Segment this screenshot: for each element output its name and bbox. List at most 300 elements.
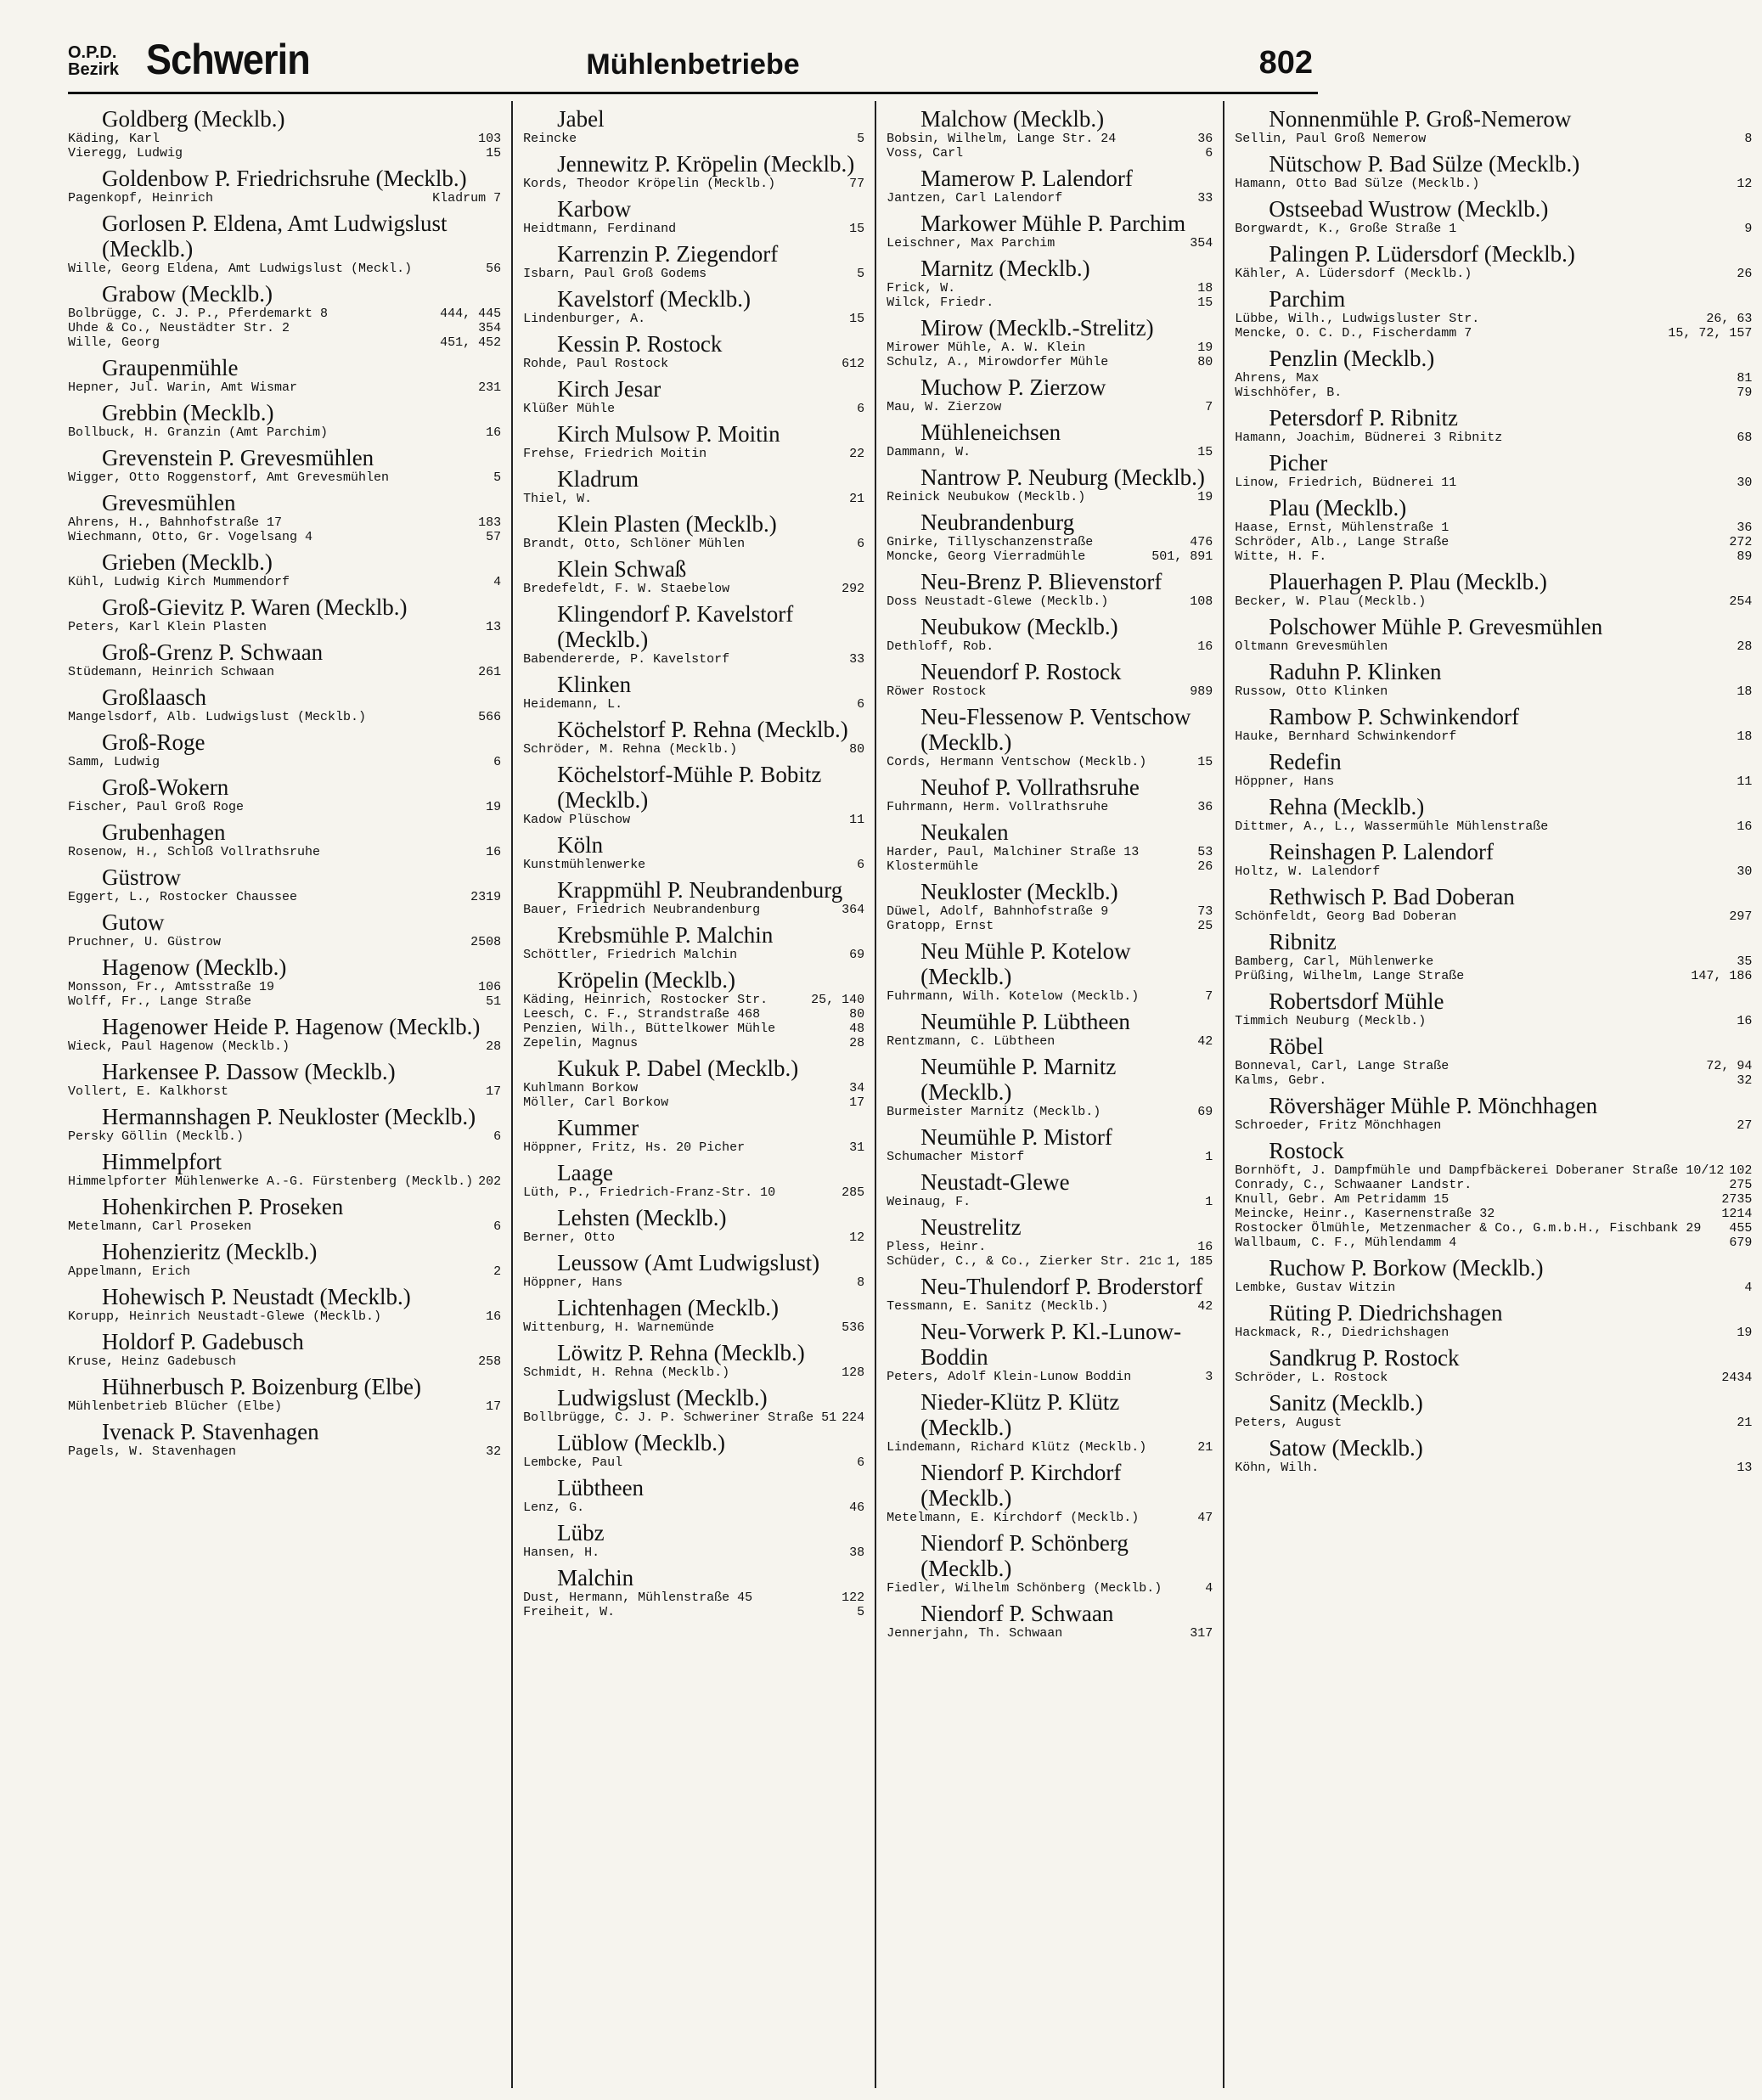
listing-number: 28 xyxy=(849,1036,865,1050)
place-entry xyxy=(68,1419,501,1459)
place-entry xyxy=(887,938,1213,1004)
listing-number: 102 xyxy=(1729,1163,1753,1178)
listing-name: Peters, August xyxy=(1235,1416,1343,1430)
place-entry xyxy=(68,729,501,769)
listing-number: 275 xyxy=(1729,1178,1753,1192)
listing-row xyxy=(68,665,501,679)
listing-name: Düwel, Adolf, Bahnhofstraße 9 xyxy=(887,904,1109,919)
place-name: Neu-Brenz P. Blievenstorf xyxy=(920,569,1162,594)
listing-number: 261 xyxy=(478,665,502,679)
listing-number: 42 xyxy=(1197,1034,1213,1049)
listing-number: 38 xyxy=(849,1545,865,1560)
listing-name: Eggert, L., Rostocker Chaussee xyxy=(68,890,298,904)
listing-row xyxy=(1235,1118,1752,1133)
place-entry xyxy=(1235,1390,1752,1430)
listing-number: 297 xyxy=(1729,909,1753,924)
place-name: Ribnitz xyxy=(1269,929,1337,954)
listing-number: 42 xyxy=(1197,1299,1213,1314)
place-name: Groß-Wokern xyxy=(102,774,229,800)
place-name: Malchow (Mecklb.) xyxy=(920,106,1105,132)
listing-name: Wieck, Paul Hagenow (Mecklb.) xyxy=(68,1039,290,1054)
place-name: Neuhof P. Vollrathsruhe xyxy=(920,774,1140,800)
listing-row xyxy=(887,1626,1213,1641)
listing-name: Hamann, Joachim, Büdnerei 3 Ribnitz xyxy=(1235,431,1503,445)
place-entry xyxy=(887,464,1213,504)
listing-name: Bredefeldt, F. W. Staebelow xyxy=(523,582,730,596)
listing-name: Hansen, H. xyxy=(523,1545,600,1560)
place-name: Köln xyxy=(557,832,604,858)
listing-number: 11 xyxy=(1737,774,1753,789)
listing-name: Kähler, A. Lüdersdorf (Mecklb.) xyxy=(1235,267,1472,281)
place-entry xyxy=(523,762,864,827)
listing-name: Hamann, Otto Bad Sülze (Mecklb.) xyxy=(1235,177,1480,191)
listing-number: 46 xyxy=(849,1500,865,1515)
listing-row xyxy=(68,575,501,589)
place-entry xyxy=(68,819,501,859)
listing-row xyxy=(887,1299,1213,1314)
listing-name: Mühlenbetrieb Blücher (Elbe) xyxy=(68,1399,283,1414)
place-entry xyxy=(1235,884,1752,924)
place-entry xyxy=(887,1274,1213,1314)
place-entry xyxy=(68,954,501,1009)
listing-name: Cords, Hermann Ventschow (Mecklb.) xyxy=(887,755,1147,769)
place-entry xyxy=(1235,794,1752,834)
listing-row xyxy=(523,993,864,1007)
place-name: Himmelpfort xyxy=(102,1149,222,1174)
place-entry xyxy=(1235,569,1752,609)
place-name: Kirch Mulsow P. Moitin xyxy=(557,421,780,447)
listing-number: 501, 891 xyxy=(1151,549,1213,564)
listing-name: Penzien, Wilh., Büttelkower Mühle xyxy=(523,1022,776,1036)
place-entry xyxy=(887,1530,1213,1596)
place-entry xyxy=(523,1340,864,1380)
listing-row xyxy=(1235,535,1752,549)
place-name: Mirow (Mecklb.-Strelitz) xyxy=(920,315,1154,341)
place-name: Nieder-Klütz P. Klütz (Mecklb.) xyxy=(920,1389,1120,1440)
place-entry xyxy=(523,106,864,146)
listing-number: 6 xyxy=(493,1129,502,1144)
listing-number: 4 xyxy=(1744,1281,1753,1295)
listing-name: Oltmann Grevesmühlen xyxy=(1235,639,1388,654)
listing-number: 292 xyxy=(842,582,865,596)
place-entry xyxy=(1235,749,1752,789)
listing-name: Brandt, Otto, Schlöner Mühlen xyxy=(523,537,746,551)
listing-row xyxy=(68,470,501,485)
listing-number: 12 xyxy=(1737,177,1753,191)
listing-name: Monsson, Fr., Amtsstraße 19 xyxy=(68,980,275,994)
listing-row xyxy=(1235,1163,1752,1178)
listing-row xyxy=(887,236,1213,251)
listing-name: Voss, Carl xyxy=(887,146,964,160)
listing-number: 35 xyxy=(1737,954,1753,969)
place-name: Hohenkirchen P. Proseken xyxy=(102,1194,344,1219)
listing-row xyxy=(887,1254,1213,1269)
listing-number: 16 xyxy=(486,1309,502,1324)
listing-row xyxy=(887,445,1213,459)
listing-number: 68 xyxy=(1737,431,1753,445)
listing-row xyxy=(523,582,864,596)
listing-row xyxy=(1235,177,1752,191)
listing-row xyxy=(523,1036,864,1050)
listing-row xyxy=(523,1545,864,1560)
listing-number: 8 xyxy=(1744,132,1753,146)
listing-name: Pless, Heinr. xyxy=(887,1240,987,1254)
listing-name: Schröder, L. Rostock xyxy=(1235,1371,1388,1385)
place-name: Grabow (Mecklb.) xyxy=(102,281,273,307)
listing-number: 19 xyxy=(1197,490,1213,504)
place-entry xyxy=(1235,988,1752,1028)
place-entry xyxy=(523,151,864,191)
listing-number: 15 xyxy=(1197,296,1213,310)
place-name: Grevesmühlen xyxy=(102,490,236,515)
place-entry xyxy=(68,1239,501,1279)
place-name: Mamerow P. Lalendorf xyxy=(920,166,1133,191)
listing-row xyxy=(68,335,501,350)
place-name: Neustrelitz xyxy=(920,1214,1022,1240)
listing-number: 6 xyxy=(1205,146,1213,160)
place-name: Hagenower Heide P. Hagenow (Mecklb.) xyxy=(102,1014,481,1039)
place-name: Groß-Gievitz P. Waren (Mecklb.) xyxy=(102,594,408,620)
listing-row xyxy=(68,994,501,1009)
listing-number: 364 xyxy=(842,903,865,917)
place-name: Grebbin (Mecklb.) xyxy=(102,400,274,425)
place-name: Jabel xyxy=(557,106,605,132)
listing-name: Hackmack, R., Diedrichshagen xyxy=(1235,1326,1450,1340)
listing-row xyxy=(887,755,1213,769)
listing-name: Lüth, P., Friedrich-Franz-Str. 10 xyxy=(523,1185,776,1200)
listing-number: 3 xyxy=(1205,1370,1213,1384)
listing-number: 202 xyxy=(478,1174,502,1189)
listing-number: 4 xyxy=(1205,1581,1213,1596)
listing-number: 80 xyxy=(849,742,865,757)
listing-number: 15 xyxy=(1197,755,1213,769)
place-entry xyxy=(887,774,1213,814)
listing-row xyxy=(1235,969,1752,983)
listing-row xyxy=(68,890,501,904)
place-entry xyxy=(1235,286,1752,341)
listing-row xyxy=(1235,222,1752,236)
place-name: Niendorf P. Schönberg (Mecklb.) xyxy=(920,1530,1129,1581)
listing-row xyxy=(1235,431,1752,445)
place-name: Holdorf P. Gadebusch xyxy=(102,1329,304,1354)
listing-row xyxy=(887,1440,1213,1455)
listing-name: Wille, Georg Eldena, Amt Ludwigslust (Meckl.) xyxy=(68,262,413,276)
place-entry xyxy=(1235,106,1752,146)
listing-name: Sellin, Paul Groß Nemerow xyxy=(1235,132,1427,146)
listing-row xyxy=(887,904,1213,919)
place-name: Plau (Mecklb.) xyxy=(1269,495,1407,521)
listing-row xyxy=(68,146,501,160)
place-name: Redefin xyxy=(1269,749,1342,774)
listing-row xyxy=(887,1195,1213,1209)
listing-row xyxy=(1235,819,1752,834)
listing-row xyxy=(68,710,501,724)
place-name: Laage xyxy=(557,1160,614,1185)
listing-number: 354 xyxy=(1190,236,1213,251)
listing-row xyxy=(887,1150,1213,1164)
listing-row xyxy=(887,549,1213,564)
place-entry xyxy=(523,1430,864,1470)
listing-name: Lindenburger, A. xyxy=(523,312,646,326)
listing-name: Möller, Carl Borkow xyxy=(523,1095,669,1110)
listing-number: 6 xyxy=(493,1219,502,1234)
listing-row xyxy=(1235,1236,1752,1250)
listing-row xyxy=(523,1081,864,1095)
place-entry xyxy=(523,922,864,962)
listing-number: 6 xyxy=(857,1455,865,1470)
place-name: Kummer xyxy=(557,1115,639,1140)
listing-number: 7 xyxy=(1205,400,1213,414)
listing-number: 32 xyxy=(486,1444,502,1459)
place-name: Gutow xyxy=(102,909,165,935)
listing-row xyxy=(1235,476,1752,490)
listing-number: 56 xyxy=(486,262,502,276)
listing-row xyxy=(523,1500,864,1515)
place-name: Rövershäger Mühle P. Mönchhagen xyxy=(1269,1093,1598,1118)
listing-name: Holtz, W. Lalendorf xyxy=(1235,864,1381,879)
listing-number: 15 xyxy=(849,222,865,236)
listing-row xyxy=(1235,1207,1752,1221)
listing-row xyxy=(887,535,1213,549)
place-entry xyxy=(68,549,501,589)
listing-row xyxy=(1235,521,1752,535)
listing-row xyxy=(523,652,864,667)
place-name: Ostseebad Wustrow (Mecklb.) xyxy=(1269,196,1549,222)
listing-name: Berner, Otto xyxy=(523,1230,616,1245)
place-entry xyxy=(523,241,864,281)
listing-name: Bollbuck, H. Granzin (Amt Parchim) xyxy=(68,425,329,440)
listing-number: 33 xyxy=(1197,191,1213,205)
listing-name: Wille, Georg xyxy=(68,335,160,350)
listing-row xyxy=(887,989,1213,1004)
place-name: Picher xyxy=(1269,450,1328,476)
listing-number: 12 xyxy=(849,1230,865,1245)
listing-name: Dammann, W. xyxy=(887,445,971,459)
listing-name: Leischner, Max Parchim xyxy=(887,236,1056,251)
place-entry xyxy=(887,1169,1213,1209)
listing-number: 122 xyxy=(842,1590,865,1605)
listing-row xyxy=(68,262,501,276)
listing-row xyxy=(1235,774,1752,789)
place-entry xyxy=(887,659,1213,699)
place-entry xyxy=(523,421,864,461)
listing-number: 254 xyxy=(1729,594,1753,609)
listing-number: 6 xyxy=(857,402,865,416)
listing-row xyxy=(68,980,501,994)
listing-name: Hepner, Jul. Warin, Amt Wismar xyxy=(68,380,298,395)
place-name: Klein Plasten (Mecklb.) xyxy=(557,511,777,537)
listing-name: Mangelsdorf, Alb. Ludwigslust (Mecklb.) xyxy=(68,710,367,724)
place-name: Niendorf P. Schwaan xyxy=(920,1601,1114,1626)
place-entry xyxy=(523,1385,864,1425)
listing-name: Borgwardt, K., Große Straße 1 xyxy=(1235,222,1457,236)
listing-row xyxy=(1235,1221,1752,1236)
place-name: Sanitz (Mecklb.) xyxy=(1269,1390,1423,1416)
place-entry xyxy=(887,315,1213,369)
place-entry xyxy=(68,1104,501,1144)
place-entry xyxy=(887,1009,1213,1049)
listing-row xyxy=(68,515,501,530)
place-name: Hühnerbusch P. Boizenburg (Elbe) xyxy=(102,1374,421,1399)
place-name: Kukuk P. Dabel (Mecklb.) xyxy=(557,1056,799,1081)
listing-name: Meincke, Heinr., Kasernenstraße 32 xyxy=(1235,1207,1495,1221)
listing-row xyxy=(887,1581,1213,1596)
listing-number: 455 xyxy=(1729,1221,1753,1236)
place-entry xyxy=(523,967,864,1050)
listing-row xyxy=(887,684,1213,699)
place-name: Satow (Mecklb.) xyxy=(1269,1435,1423,1461)
listing-number: 33 xyxy=(849,652,865,667)
listing-name: Kunstmühlenwerke xyxy=(523,858,646,872)
place-entry xyxy=(523,832,864,872)
listing-row xyxy=(1235,1281,1752,1295)
place-entry xyxy=(68,490,501,544)
listing-name: Timmich Neuburg (Mecklb.) xyxy=(1235,1014,1427,1028)
listing-name: Wolff, Fr., Lange Straße xyxy=(68,994,252,1009)
listing-row xyxy=(523,267,864,281)
place-name: Leussow (Amt Ludwigslust) xyxy=(557,1250,820,1275)
listing-number: 32 xyxy=(1737,1073,1753,1088)
place-name: Lehsten (Mecklb.) xyxy=(557,1205,727,1230)
listing-number: 26, 63 xyxy=(1706,312,1753,326)
listing-row xyxy=(1235,549,1752,564)
listing-number: 536 xyxy=(842,1320,865,1335)
listing-row xyxy=(523,903,864,917)
listing-number: 2434 xyxy=(1721,1371,1753,1385)
place-name: Grieben (Mecklb.) xyxy=(102,549,273,575)
listing-row xyxy=(887,355,1213,369)
place-name: Neukloster (Mecklb.) xyxy=(920,879,1118,904)
place-name: Lichtenhagen (Mecklb.) xyxy=(557,1295,779,1320)
place-entry xyxy=(68,211,501,276)
place-name: Köchelstorf P. Rehna (Mecklb.) xyxy=(557,717,848,742)
listing-row xyxy=(523,1185,864,1200)
place-entry xyxy=(68,1014,501,1054)
listing-number: 69 xyxy=(1197,1105,1213,1119)
listing-name: Schönfeldt, Georg Bad Doberan xyxy=(1235,909,1457,924)
listing-number: 106 xyxy=(478,980,502,994)
listing-number: 47 xyxy=(1197,1511,1213,1525)
listing-number: 19 xyxy=(486,800,502,814)
listing-row xyxy=(887,639,1213,654)
place-name: Markower Mühle P. Parchim xyxy=(920,211,1186,236)
listing-number: 11 xyxy=(849,813,865,827)
place-entry xyxy=(68,281,501,350)
place-entry xyxy=(68,639,501,679)
listing-number: 57 xyxy=(486,530,502,544)
place-entry xyxy=(1235,929,1752,983)
listing-name: Lübbe, Wilh., Ludwigsluster Str. xyxy=(1235,312,1480,326)
page-number: 802 xyxy=(1258,45,1313,81)
listing-number: 2508 xyxy=(470,935,502,949)
place-entry xyxy=(1235,1345,1752,1385)
listing-name: Schröder, Alb., Lange Straße xyxy=(1235,535,1450,549)
place-entry xyxy=(1235,151,1752,191)
listing-number: 16 xyxy=(1737,819,1753,834)
place-entry xyxy=(523,1160,864,1200)
listing-row xyxy=(68,1264,501,1279)
listing-name: Stüdemann, Heinrich Schwaan xyxy=(68,665,275,679)
place-name: Ludwigslust (Mecklb.) xyxy=(557,1385,768,1410)
listing-row xyxy=(1235,1073,1752,1088)
listing-name: Reinick Neubukow (Mecklb.) xyxy=(887,490,1086,504)
place-name: Kladrum xyxy=(557,466,639,492)
listing-number: 13 xyxy=(486,620,502,634)
listing-row xyxy=(1235,1014,1752,1028)
listing-name: Bobsin, Wilhelm, Lange Str. 24 xyxy=(887,132,1117,146)
place-entry xyxy=(523,1295,864,1335)
listing-name: Pagenkopf, Heinrich xyxy=(68,191,214,205)
listing-name: Samm, Ludwig xyxy=(68,755,160,769)
listing-number: 231 xyxy=(478,380,502,395)
listing-number: 451, 452 xyxy=(440,335,502,350)
place-entry xyxy=(887,1054,1213,1119)
place-entry xyxy=(1235,659,1752,699)
listing-row xyxy=(523,858,864,872)
listing-row xyxy=(68,1084,501,1099)
place-entry xyxy=(1235,704,1752,744)
listing-number: 30 xyxy=(1737,476,1753,490)
listing-row xyxy=(523,1590,864,1605)
place-entry xyxy=(68,166,501,205)
listing-number: 6 xyxy=(857,537,865,551)
listing-number: 9 xyxy=(1744,222,1753,236)
listing-number: 25, 140 xyxy=(811,993,865,1007)
listing-name: Isbarn, Paul Groß Godems xyxy=(523,267,707,281)
listing-number: 15 xyxy=(1197,445,1213,459)
listing-row xyxy=(523,447,864,461)
listing-row xyxy=(523,132,864,146)
listing-number: 16 xyxy=(1737,1014,1753,1028)
listing-name: Käding, Karl xyxy=(68,132,160,146)
listing-name: Schumacher Mistorf xyxy=(887,1150,1025,1164)
listing-row xyxy=(887,1240,1213,1254)
listing-name: Rosenow, H., Schloß Vollrathsruhe xyxy=(68,845,321,859)
listing-number: 16 xyxy=(1197,639,1213,654)
place-name: Nütschow P. Bad Sülze (Mecklb.) xyxy=(1269,151,1580,177)
listing-number: 7 xyxy=(1205,989,1213,1004)
column xyxy=(68,101,511,2088)
place-entry xyxy=(523,196,864,236)
place-entry xyxy=(523,1250,864,1290)
place-name: Groß-Grenz P. Schwaan xyxy=(102,639,324,665)
place-name: Mühleneichsen xyxy=(920,419,1061,445)
listing-name: Ahrens, H., Bahnhofstraße 17 xyxy=(68,515,283,530)
place-name: Rüting P. Diedrichshagen xyxy=(1269,1300,1503,1326)
listing-row xyxy=(1235,267,1752,281)
listing-number: 103 xyxy=(478,132,502,146)
columns xyxy=(68,101,1753,2088)
listing-name: Leesch, C. F., Strandstraße 468 xyxy=(523,1007,761,1022)
place-name: Malchin xyxy=(557,1565,634,1590)
listing-row xyxy=(68,321,501,335)
listing-name: Persky Göllin (Mecklb.) xyxy=(68,1129,245,1144)
listing-name: Wittenburg, H. Warnemünde xyxy=(523,1320,715,1335)
listing-name: Mencke, O. C. D., Fischerdamm 7 xyxy=(1235,326,1472,341)
place-entry xyxy=(887,879,1213,933)
listing-number: 27 xyxy=(1737,1118,1753,1133)
place-name: Nantrow P. Neuburg (Mecklb.) xyxy=(920,464,1205,490)
place-entry xyxy=(68,684,501,724)
listing-name: Pruchner, U. Güstrow xyxy=(68,935,222,949)
place-name: Klein Schwaß xyxy=(557,556,687,582)
listing-row xyxy=(68,620,501,634)
listing-row xyxy=(1235,684,1752,699)
listing-row xyxy=(523,492,864,506)
place-name: Marnitz (Mecklb.) xyxy=(920,256,1090,281)
listing-name: Käding, Heinrich, Rostocker Str. xyxy=(523,993,768,1007)
listing-name: Thiel, W. xyxy=(523,492,593,506)
